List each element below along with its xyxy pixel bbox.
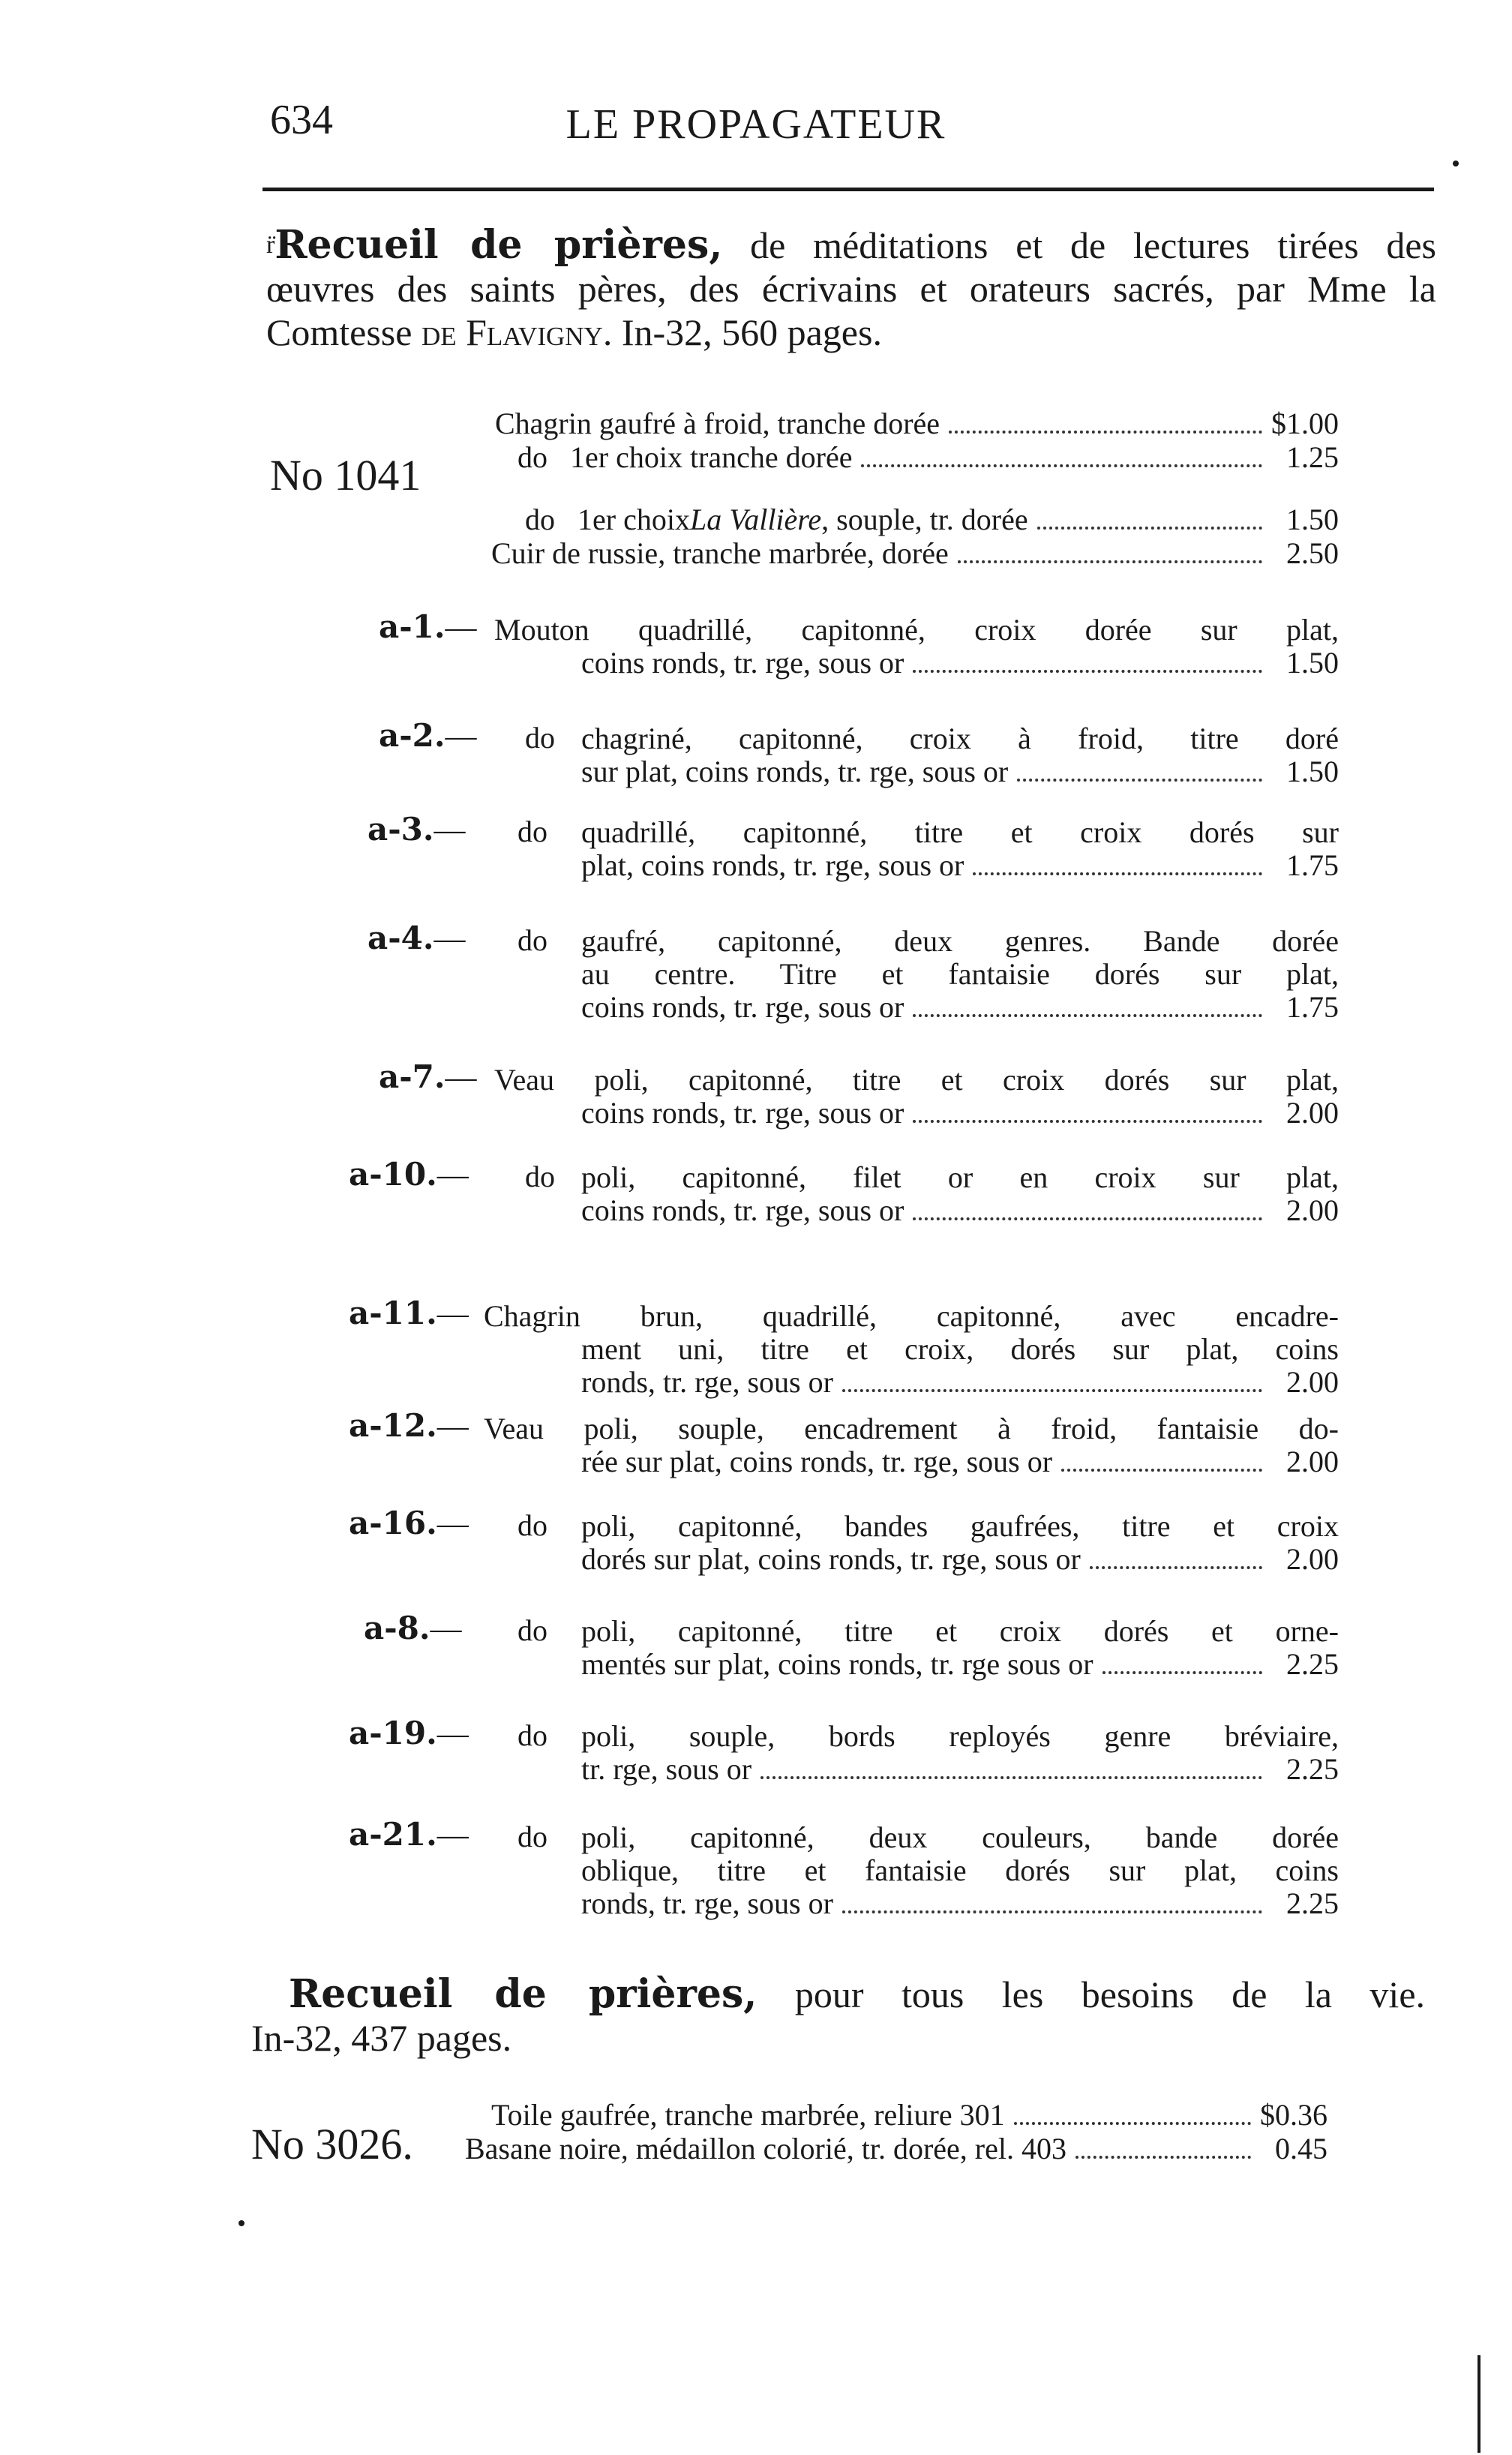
item-last-text: coins ronds, tr. rge, sous or [581, 990, 904, 1024]
binding-prefix: do [525, 503, 555, 536]
binding-price: $0.36 [1260, 2098, 1328, 2132]
item-last-line [581, 847, 1339, 884]
item-ditto: do [518, 1613, 548, 1647]
item-dash: — [436, 1158, 469, 1193]
section2-title-block [251, 1973, 1425, 2060]
item-line: oblique, titre et fantaisie dorés sur plat, coins [581, 1853, 1339, 1887]
leader-dots [1090, 1566, 1262, 1569]
section1-title-block [266, 224, 1436, 354]
item-price: 1.50 [1286, 646, 1339, 680]
binding-desc: Basane noire, médaillon colorié, tr. dorée, rel. 403 [465, 2132, 1066, 2165]
scan-edge-mark [1478, 2355, 1480, 2453]
header-rule [262, 188, 1434, 191]
binding-row [491, 535, 1339, 572]
item-dash: — [430, 1612, 462, 1646]
item-ditto: do [518, 1508, 548, 1542]
item-last-text: plat, coins ronds, tr. rge, sous or [581, 848, 964, 882]
section2-title-line2: In-32, 437 pages. [251, 2017, 512, 2059]
binding-price: 0.45 [1275, 2132, 1328, 2165]
running-title: LE PROPAGATEUR [566, 101, 946, 148]
item-line: Veau poli, capitonné, titre et croix dorés sur plat, [494, 1063, 1339, 1097]
binding-desc-b: , souple, tr. dorée [821, 503, 1028, 536]
item-last-text: ronds, tr. rge, sous or [581, 1886, 833, 1920]
stray-dot [1453, 161, 1459, 167]
item-code-text: a-11. [349, 1295, 437, 1331]
page-number: 634 [270, 97, 333, 143]
item-price: 2.25 [1286, 1886, 1339, 1920]
item-line: quadrillé, capitonné, titre et croix dorés sur [581, 815, 1339, 849]
section1-format: . In-32, 560 pages. [602, 311, 882, 353]
item-line: au centre. Titre et fantaisie dorés sur plat, [581, 957, 1339, 991]
item-code-text: a-21. [349, 1816, 437, 1853]
item-line: poli, capitonné, filet or en croix sur plat, [581, 1160, 1339, 1194]
item-last-text: coins ronds, tr. rge, sous or [581, 646, 904, 680]
leader-dots [913, 670, 1262, 673]
item-price: 1.75 [1286, 990, 1339, 1024]
item-dash: — [434, 813, 466, 848]
leader-dots [760, 1776, 1262, 1779]
item-ditto: do [525, 1160, 555, 1193]
item-last-text: tr. rge, sous or [581, 1752, 752, 1786]
binding-desc-italic: La Vallière [689, 503, 822, 536]
item-last-text: coins ronds, tr. rge, sous or [581, 1193, 904, 1227]
item-ditto: do [518, 1820, 548, 1853]
item-dash: — [445, 1061, 477, 1095]
item-last-line [581, 1541, 1339, 1578]
item-last-line [581, 1094, 1339, 1132]
binding-price: 2.50 [1286, 536, 1339, 570]
leader-dots [958, 560, 1262, 563]
binding-price: 1.25 [1286, 440, 1339, 474]
item-last-line [581, 1364, 1339, 1401]
item-price: 1.75 [1286, 848, 1339, 882]
leader-dots [842, 1910, 1262, 1913]
item-code-text: a-1. [379, 608, 446, 645]
leader-dots [913, 1217, 1262, 1220]
section1-author-prefix: Comtesse [266, 311, 412, 353]
binding-row [465, 2130, 1328, 2168]
section1-author-name: de Flavigny [421, 311, 603, 353]
item-dash: — [436, 1297, 469, 1331]
item-last-line [581, 1192, 1339, 1229]
item-dash: — [445, 719, 477, 754]
item-code [379, 608, 477, 646]
item-dash: — [434, 922, 466, 956]
binding-desc: Toile gaufrée, tranche marbrée, reliure 301 [491, 2098, 1005, 2132]
item-line: poli, souple, bords reployés genre bréviaire, [581, 1719, 1339, 1753]
item-code-text: a-19. [349, 1715, 437, 1751]
item-code [349, 1407, 469, 1445]
item-line: poli, capitonné, titre et croix dorés et orne- [581, 1614, 1339, 1648]
item-last-text: mentés sur plat, coins ronds, tr. rge sous or [581, 1647, 1094, 1681]
item-code [368, 920, 466, 957]
section1-title-line3 [266, 311, 1436, 354]
leader-dots [1061, 1469, 1262, 1472]
section1-mark: r̈ [266, 231, 275, 259]
item-code [379, 1058, 477, 1096]
item-price: 2.00 [1286, 1193, 1339, 1227]
item-code-text: a-12. [349, 1407, 437, 1444]
item-last-line [581, 989, 1339, 1026]
leader-dots [861, 464, 1262, 467]
binding-desc-a: 1er choix [578, 503, 690, 536]
item-line: Mouton quadrillé, capitonné, croix dorée sur plat, [494, 613, 1339, 647]
leader-dots [1102, 1671, 1262, 1674]
section2-title: Recueil de prières, [289, 1971, 758, 2017]
item-code [368, 811, 466, 848]
item-last-text: ronds, tr. rge, sous or [581, 1365, 833, 1399]
item-price: 2.00 [1286, 1542, 1339, 1576]
item-code [349, 1295, 469, 1332]
binding-desc: 1er choix tranche dorée [570, 440, 853, 474]
section1-title-rest: de méditations et de lectures tirées des [750, 224, 1436, 266]
binding-desc: Cuir de russie, tranche marbrée, dorée [491, 536, 949, 570]
stray-dot [238, 2220, 244, 2226]
item-code [349, 1715, 469, 1752]
item-ditto: do [518, 815, 548, 848]
leader-dots [1017, 779, 1262, 782]
item-code-text: a-16. [349, 1505, 437, 1541]
item-price: 2.25 [1286, 1752, 1339, 1786]
section2-title-line1 [251, 1973, 1425, 2016]
binding-row [525, 501, 1339, 539]
item-last-text: coins ronds, tr. rge, sous or [581, 1096, 904, 1130]
item-ditto: do [525, 721, 555, 755]
item-line: Veau poli, souple, encadrement à froid, fantaisie do- [484, 1412, 1339, 1445]
leader-dots [913, 1014, 1262, 1017]
item-price: 2.00 [1286, 1365, 1339, 1399]
item-dash: — [436, 1818, 469, 1853]
item-code [349, 1505, 469, 1542]
item-dash: — [445, 611, 477, 645]
section1-number-label: No 1041 [270, 451, 422, 500]
item-line: poli, capitonné, deux couleurs, bande dorée [581, 1820, 1339, 1854]
section1-title-line2: œuvres des saints pères, des écrivains et orateurs sacrés, par Mme la [266, 268, 1436, 310]
leader-dots [949, 431, 1262, 434]
leader-dots [842, 1389, 1262, 1392]
binding-prefix: do [518, 440, 548, 474]
section1-title: Recueil de prières, [274, 222, 723, 268]
item-code-text: a-3. [368, 811, 434, 848]
item-last-line [581, 1646, 1339, 1683]
leader-dots [913, 1120, 1262, 1123]
item-code-text: a-7. [379, 1058, 446, 1095]
item-price: 2.00 [1286, 1096, 1339, 1130]
item-last-line [581, 1751, 1339, 1788]
item-dash: — [436, 1717, 469, 1751]
item-line: Chagrin brun, quadrillé, capitonné, avec encadre- [484, 1299, 1339, 1333]
item-code [364, 1610, 462, 1647]
binding-price: $1.00 [1271, 407, 1339, 440]
section2-title-rest: pour tous les besoins de la vie. [794, 1973, 1426, 2015]
item-line: ment uni, titre et croix, dorés sur plat, coins [581, 1332, 1339, 1366]
item-dash: — [436, 1507, 469, 1541]
item-price: 1.50 [1286, 755, 1339, 788]
leader-dots [973, 872, 1262, 875]
item-line: gaufré, capitonné, deux genres. Bande dorée [581, 924, 1339, 958]
item-last-text: rée sur plat, coins ronds, tr. rge, sous or [581, 1445, 1053, 1478]
item-price: 2.00 [1286, 1445, 1339, 1478]
item-dash: — [436, 1409, 469, 1444]
binding-row [495, 405, 1339, 443]
item-ditto: do [518, 923, 548, 957]
item-code [379, 717, 477, 755]
leader-dots [1037, 527, 1262, 530]
item-last-text: dorés sur plat, coins ronds, tr. rge, sous or [581, 1542, 1081, 1576]
item-last-line [581, 753, 1339, 791]
item-last-text: sur plat, coins ronds, tr. rge, sous or [581, 755, 1009, 788]
item-code-text: a-10. [349, 1156, 437, 1193]
binding-row [518, 439, 1339, 476]
item-last-line [581, 644, 1339, 682]
item-price: 2.25 [1286, 1647, 1339, 1681]
item-code-text: a-8. [364, 1610, 430, 1646]
leader-dots [1014, 2122, 1251, 2125]
binding-desc: Chagrin gaufré à froid, tranche dorée [495, 407, 940, 440]
binding-row [491, 2096, 1328, 2134]
leader-dots [1076, 2156, 1251, 2159]
section2-number-label: No 3026. [251, 2120, 413, 2168]
item-last-line [581, 1443, 1339, 1481]
item-code-text: a-2. [379, 717, 446, 754]
section1-title-line1 [266, 224, 1436, 267]
item-code [349, 1156, 469, 1193]
item-line: chagriné, capitonné, croix à froid, titre doré [581, 722, 1339, 755]
item-code-text: a-4. [368, 920, 434, 956]
item-ditto: do [518, 1718, 548, 1752]
binding-price: 1.50 [1286, 503, 1339, 536]
item-code [349, 1816, 469, 1853]
item-last-line [581, 1885, 1339, 1922]
item-line: poli, capitonné, bandes gaufrées, titre et croix [581, 1509, 1339, 1543]
